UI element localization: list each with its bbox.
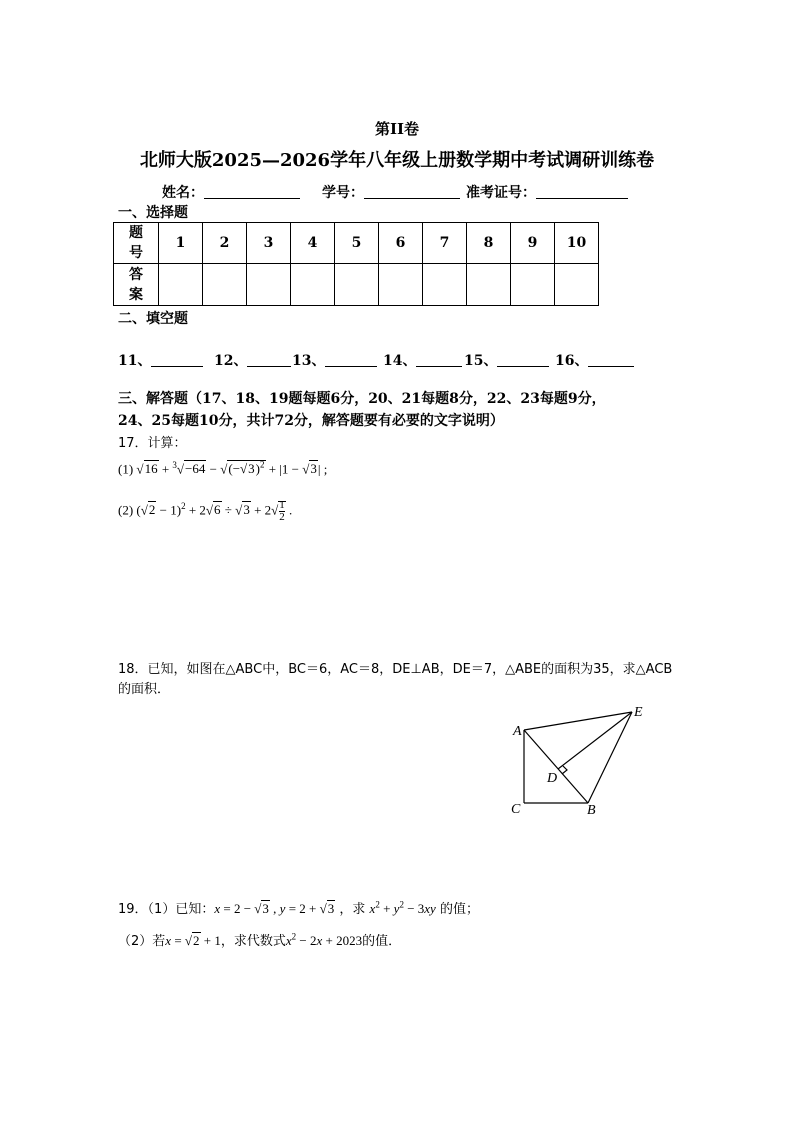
section-choice-title: 一、选择题 [118,205,188,221]
question-number-7: 7 [423,223,467,264]
paper-title: 北师大版2025—2026学年八年级上册数学期中考试调研训练卷 [139,150,655,171]
student-id-label: 学号： [322,185,364,201]
blank-line-13[interactable] [325,352,377,367]
blank-line-11[interactable] [151,352,203,367]
blank-line-15[interactable] [497,352,549,367]
label-B: B [587,803,596,818]
question-19-part2: （2）若x = √2 + 1，求代数式$x^2 - 2x + 2023$的值． [118,931,402,949]
question-number-3: 3 [247,223,291,264]
answer-cell-2[interactable] [203,264,247,306]
answer-cell-7[interactable] [423,264,467,306]
answer-cell-3[interactable] [247,264,291,306]
triangle-figure [505,700,655,820]
question-18-text-line1: 18．已知，如图在△ABC中，BC＝6，AC＝8，DE⊥AB，DE＝7，△ABE的面积为35，求△ACB [118,662,673,677]
student-id-line[interactable] [364,184,460,199]
answer-cell-1[interactable] [159,264,203,306]
answer-cell-9[interactable] [511,264,555,306]
question-number-header: 题号 [114,223,159,264]
name-field [162,182,300,202]
answer-cell-5[interactable] [335,264,379,306]
question-17-stem: 17．计算： [118,436,187,451]
question-18-text-line2: 的面积． [118,682,171,697]
question-number-9: 9 [511,223,555,264]
student-id-field [322,182,460,202]
fill-blank-11: 11、 [118,350,203,370]
question-number-5: 5 [335,223,379,264]
fill-blank-16: 16、 [555,350,634,370]
label-C: C [511,802,521,817]
question-number-10: 10 [555,223,599,264]
question-17-part1: (1) $√16 + ^3√-64 - √(-√3)^2 + |1 - √3|$ ; [118,460,328,477]
question-number-4: 4 [291,223,335,264]
question-17-part2: (2) $(√2 - 1)^2 + 2√6 \div √3 + 2√$ $\frac{1}{2}$ . [118,499,293,523]
answer-cell-6[interactable] [379,264,423,306]
section-fill-title: 二、填空题 [118,311,188,327]
fill-blank-12: 12、 [214,350,291,370]
fill-blank-14: 14、 [383,350,462,370]
exam-number-label: 准考证号： [466,185,536,201]
answer-cell-8[interactable] [467,264,511,306]
blank-line-14[interactable] [416,352,462,367]
name-line[interactable] [204,184,300,199]
question-number-8: 8 [467,223,511,264]
question-number-2: 2 [203,223,247,264]
exam-number-line[interactable] [536,184,628,199]
answer-cell-10[interactable] [555,264,599,306]
fill-blank-15: 15、 [464,350,549,370]
blank-line-16[interactable] [588,352,634,367]
answer-table [113,222,599,306]
segment-DE [558,712,632,769]
label-A: A [513,724,522,739]
section-solution-title-line2: 24、25每题10分，共计72分，解答题要有必要的文字说明） [118,413,504,429]
question-19-part1: 19．（1）已知：x = 2 − √3 , y = 2 + √3 ，求 $x^2 + y^2 - 3xy$ 的值； [118,899,479,917]
label-D: D [547,771,558,786]
answer-cell-4[interactable] [291,264,335,306]
blank-line-12[interactable] [247,352,291,367]
question-number-1: 1 [159,223,203,264]
exam-number-field [466,182,628,202]
question-number-6: 6 [379,223,423,264]
segment-AE [524,712,632,730]
roll-title: 第II卷 [374,120,420,138]
segment-EB [588,712,632,803]
right-angle-mark [562,766,567,774]
answer-header: 答案 [114,264,159,306]
section-solution-title-line1: 三、解答题（17、18、19题每题6分，20、21每题8分，22、23每题9分， [118,391,606,407]
segment-AB [524,730,588,803]
name-label: 姓名： [162,185,204,201]
label-E: E [634,705,643,720]
fill-blank-13: 13、 [292,350,377,370]
